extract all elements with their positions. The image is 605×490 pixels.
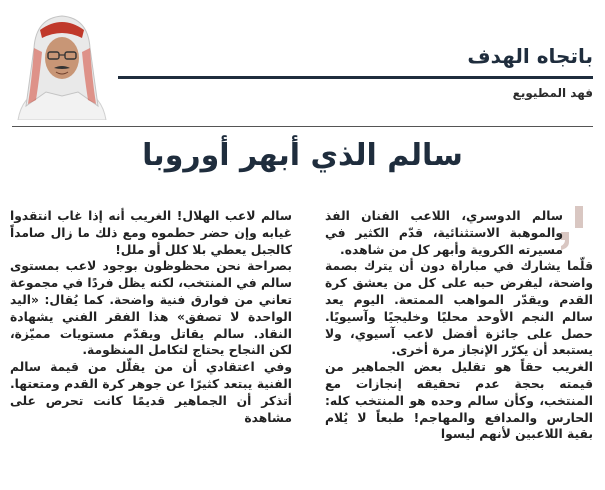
header-rule [118,76,593,79]
paragraph: وفي اعتقادي أن من يقلّل من قيمة سالم الفنية يبتعد كثيرًا عن جوهر كرة القدم ومتعتها. أتذكر أن الجماهير قديمًا كانت تحرص على مشاهدة [10,360,292,425]
author-photo [12,8,112,120]
article-headline: سالم الذي أبهر أوروبا [142,138,463,173]
article-column-left [10,208,292,426]
paragraph: سالم لاعب الهلال! الغريب أنه إذا غاب انتقدوا غيابه وإن حضر حطموه ومع ذلك ما زال صامداً كالجبل يعطي بلا كلل أو ملل! [10,209,292,257]
paragraph: قلّما يشارك في مباراة دون أن يترك بصمة واضحة، ليفرض حبه على كل من يعشق كرة القدم ويقدّر المواهب الممتعة. اليوم يعد سالم النجم الأوحد محليًا وخليجيًا وآسيويًا. حصل على جائزة أفضل لاعب آسيوي، ولا يستبعد أن يكرّر الإنجاز مرة أخرى. [325,259,593,358]
paragraph: بصراحة نحن محظوظون بوجود لاعب بمستوى سالم في المنتخب، لكنه يظل فردًا في مجموعة تعاني من فوارق فنية واضحة. كما يُقال: «اليد الواحدة لا تصفق» هذا الفقر الفني يشهادة النقاد. سالم يقاتل ويقدّم مستويات مميّزة، لكن النجاح يحتاج لتكامل المنظومة. [10,259,292,358]
author-name: فهد المطيويع [512,86,593,100]
paragraph: سالم الدوسري، اللاعب الفنان الفذ والموهبة الاستثنائية، قدّم الكثير في مسيرته الكروية وأبهر كل من شاهده. [325,209,563,257]
column-name: باتجاه الهدف [467,44,593,68]
article-column-right [325,208,593,443]
header-divider [12,126,593,127]
paragraph: الغريب حقاً هو تقليل بعض الجماهير من قيمته بحجة عدم تحقيقه إنجازات مع المنتخب، وكأن سالم وحده هو المنتخب كله: الحارس والمدافع والمهاجم! طبعاً لا يُلام بقية اللاعبين لأنهم ليسوا [325,360,593,442]
